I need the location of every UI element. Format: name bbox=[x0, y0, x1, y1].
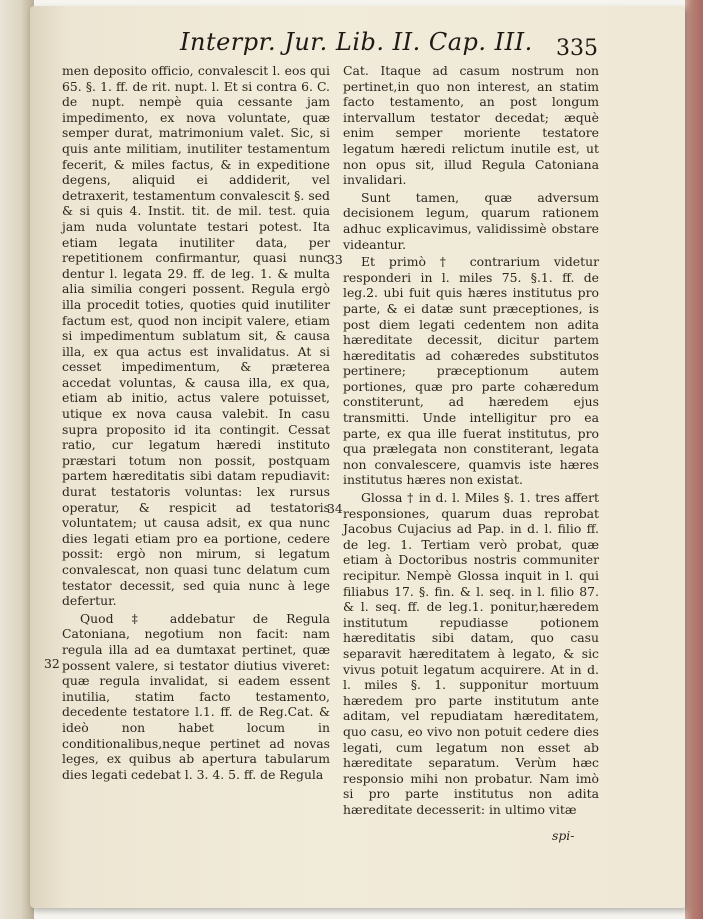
margin-number-34: 34 bbox=[327, 501, 343, 516]
book-edge bbox=[685, 0, 703, 919]
catchword: spi- bbox=[552, 828, 575, 843]
facing-page-edge bbox=[0, 0, 34, 919]
left-column bbox=[62, 63, 330, 782]
right-paragraph-3: Et primò † contrarium videtur responderi in l. miles 75. §.1. ff. de leg.2. ubi fuit quis hæres institutus pro parte, & ei datæ sunt præceptiones, is post diem legati cedentem non adita hæreditate decessit, dicitur partem hæreditatis ad cohæredes substitutos pertinere; præceptionum autem portiones, quæ pro parte cohæredum constiterunt, ad hæredem ejus transmitti. Unde intelligitur pro ea parte, ex qua ille fuerat institutus, pro qua prælegata non constiterant, legata non convalescere, quamvis iste hæres institutus hæres non existat. bbox=[343, 254, 599, 488]
margin-number-32: 32 bbox=[44, 656, 60, 671]
left-paragraph-2: Quod ‡ addebatur de Regula Catoniana, negotium non facit: nam regula illa ad ea dumtaxat pertinet, quæ possent valere, si testator diutius viveret: quæ regula invalidat, si eadem essent inutilia, statim facto testamento, decedente testatore l.1. ff. de Reg.Cat. & ideò non habet locum in conditionalibus,neque pertinet ad novas leges, ex quibus ab apertura tabularum dies legati cedebat l. 3. 4. 5. ff. de Regula bbox=[62, 610, 330, 782]
page-number: 335 bbox=[556, 36, 598, 61]
running-header: Interpr. Jur. Lib. II. Cap. III. bbox=[180, 28, 533, 56]
right-paragraph-4: Glossa † in d. l. Miles §. 1. tres affert responsiones, quarum duas reprobat Jacobus Cujacius ad Pap. in d. l. filio ff. de leg. 1. Tertiam verò probat, quæ etiam à Doctoribus nostris communiter recipitur. Nempè Glossa inquit in l. qui filiabus 17. §. fin. & l. seq. in l. filio 87. & l. seq. ff. de leg.1. ponitur,hæredem institutum repudiasse potionem hæreditatis sibi datam, quo casu separavit hæreditatem à legato, & sic vivus potuit legatum acquirere. At in d. l. miles §. 1. supponitur mortuum hæredem pro parte institutum ante aditam, vel repudiatam hæreditatem, quo casu, eo vivo non potuit cedere dies legati, cum legatum non esset ab hæreditate separatum. Verùm hæc responsio mihi non probatur. Nam imò si pro parte institutus non adita hæreditate decesserit: in ultimo vitæ bbox=[343, 490, 599, 817]
margin-number-33: 33 bbox=[327, 252, 343, 267]
right-paragraph-1: Cat. Itaque ad casum nostrum non pertinet,in quo non interest, an statim facto testamento, an post longum intervallum testator decedat; æquè enim semper moriente testatore legatum hæredi relictum inutile est, ut non opus sit, illud Regula Catoniana invalidari. bbox=[343, 63, 599, 188]
right-column bbox=[343, 63, 599, 818]
left-paragraph-1: men deposito officio, convalescit l. eos qui 65. §. 1. ff. de rit. nupt. l. Et si contra 6. C. de nupt. nempè quia cessante jam impedimento, ex nova voluntate, quæ semper durat, matrimonium valet. Sic, si quis ante militiam, inutiliter testamentum fecerit, & miles factus, & in expeditione degens, aliquid ei addiderit, vel detraxerit, testamentum convalescit §. sed & si quis 4. Instit. tit. de mil. test. quia jam nuda voluntate testari potest. Ita etiam legata inutiliter data, per repetitionem confirmantur, quasi nunc dentur l. legata 29. ff. de leg. 1. & multa alia similia congeri possent. Regula ergò illa procedit toties, quoties quid inutiliter factum est, quod non incipit valere, etiam si impedimentum sublatum sit, & causa illa, ex qua actus est invalidatus. At si cesset impedimentum, & præterea accedat voluntas, & causa illa, ex qua, etiam ab initio, actus valere potuisset, utique ex nova causa valebit. In casu supra proposito id ita contingit. Cessat ratio, cur legatum hæredi instituto præstari totum non possit, postquam partem hæreditatis sibi datam repudiavit: durat testatoris voluntas: lex rursus operatur, & respicit ad testatoris voluntatem; ut causa adsit, ex qua nunc dies legati etiam pro ea portione, cedere possit: ergò non mirum, si legatum convalescat, non quasi tunc delatum cum testator decessit, sed quia nunc à lege defertur. bbox=[62, 63, 330, 609]
right-paragraph-2: Sunt tamen, quæ adversum decisionem legum, quarum rationem adhuc explicavimus, validissimè obstare videantur. bbox=[343, 189, 599, 252]
